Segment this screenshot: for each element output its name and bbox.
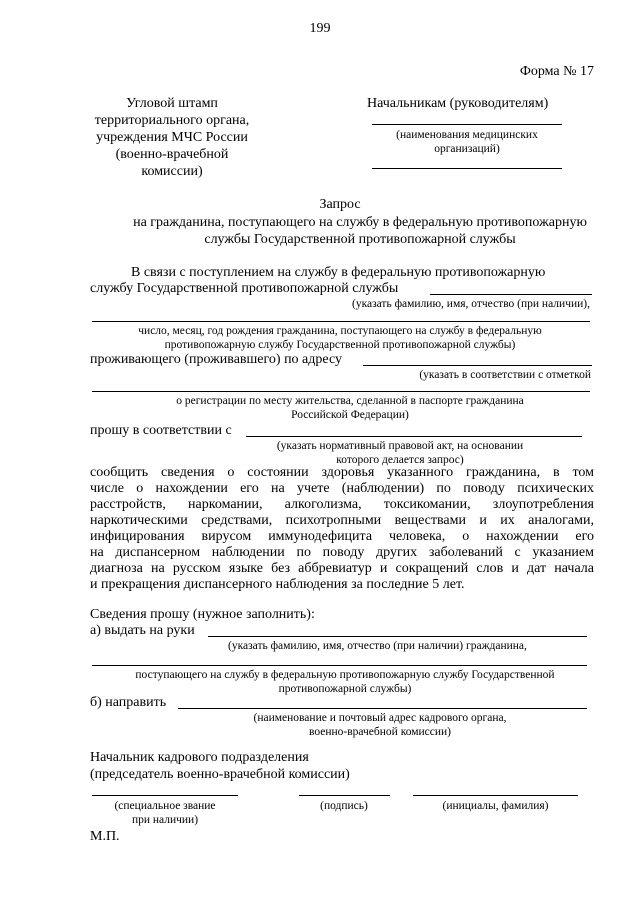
document-subtitle (60, 214, 640, 248)
addressee-title: Начальникам (руководителям) (367, 96, 549, 111)
birth-line[interactable] (92, 321, 590, 322)
corner-stamp (82, 95, 262, 180)
hint-line: число, месяц, год рождения гражданина, поступающего на службу в федеральную (138, 325, 542, 337)
signature-hint: (подпись) (320, 800, 368, 812)
request-label: прошу в соответствии с (90, 423, 232, 438)
paragraph-line: и прекращения диспансерного наблюдения за последние 5 лет. (90, 577, 465, 592)
stamp-place: М.П. (90, 829, 120, 844)
hint-line: противопожарной службы) (278, 683, 412, 695)
hint-fio: (указать фамилию, имя, отчество (при наличии), (351, 298, 590, 310)
signatory-title (90, 749, 350, 783)
hint-address: (указать в соответствии с отметкой (419, 369, 591, 381)
hint-birth (60, 324, 620, 352)
intro-line: В связи с поступлением на службу в федеральную противопожарную (131, 265, 546, 280)
stamp-line: учреждения МЧС России (96, 130, 248, 145)
options-title: Сведения прошу (нужное заполнить): (90, 607, 315, 622)
initials-hint: (инициалы, фамилия) (442, 800, 549, 812)
initials-line[interactable] (413, 795, 578, 796)
stamp-line: Угловой штамп (126, 96, 218, 111)
residing-label: проживающего (проживавшего) по адресу (90, 352, 342, 367)
paragraph-line: диагноза на русском языке без аббревиатур и сокращений слов и дат начала (90, 561, 594, 576)
stamp-line: территориального органа, (94, 113, 250, 128)
document-title: Запрос (319, 197, 361, 212)
option-b-hint (170, 711, 590, 739)
signatory-line: (председатель военно-врачебной комиссии) (90, 767, 350, 782)
rank-line[interactable] (92, 795, 238, 796)
hint-line: которого делается запрос) (336, 454, 464, 466)
hint-address-2 (60, 394, 640, 422)
hint-line: при наличии) (131, 814, 199, 826)
fio-line[interactable] (430, 294, 592, 295)
signatory-line: Начальник кадрового подразделения (90, 750, 309, 765)
intro-line: службу Государственной противопожарной службы (90, 281, 399, 296)
addressee-hint (362, 128, 572, 156)
option-a-line[interactable] (208, 636, 587, 637)
option-a-hint: (указать фамилию, имя, отчество (при наличии) гражданина, (228, 640, 527, 652)
hint-line: (наименование и почтовый адрес кадрового органа, (253, 712, 507, 724)
hint-line: (наименования медицинских (396, 129, 538, 141)
address-line-2[interactable] (92, 391, 590, 392)
page-number: 199 (309, 21, 331, 36)
option-a-label: а) выдать на руки (90, 623, 195, 638)
stamp-line: комиссии) (141, 164, 203, 179)
hint-line: поступающего на службу в федеральную противопожарную службу Государственной (135, 669, 555, 681)
subtitle-line: на гражданина, поступающего на службу в федеральную противопожарную (133, 215, 587, 230)
form-number: Форма № 17 (519, 64, 594, 79)
hint-line: организаций) (434, 143, 500, 155)
paragraph-line: на диспансерном наблюдении по поводу других заболеваний с указанием (90, 545, 594, 560)
paragraph-line: наркотическими средствами, психотропными веществами и их аналогами, (90, 513, 594, 528)
paragraph-line: числе о нахождении его на учете (наблюдении) по поводу психических (90, 481, 594, 496)
hint-line: противопожарную службу Государственной противопожарной службы) (164, 339, 516, 351)
paragraph-line: расстройств, наркомании, алкоголизма, токсикомании, злоупотребления (90, 497, 594, 512)
subtitle-line: службы Государственной противопожарной службы (204, 232, 516, 247)
option-a-line-2[interactable] (92, 665, 587, 666)
hint-line: (указать нормативный правовой акт, на основании (276, 440, 524, 452)
paragraph-line: сообщить сведения о состоянии здоровья указанного гражданина, в том (90, 465, 594, 480)
hint-line: военно-врачебной комиссии) (308, 726, 452, 738)
hint-act (200, 439, 600, 467)
option-a-hint-2 (60, 668, 630, 696)
option-b-label: б) направить (90, 695, 167, 710)
act-line[interactable] (246, 436, 582, 437)
hint-line: Российской Федерации) (291, 409, 409, 421)
address-line[interactable] (363, 365, 592, 366)
request-paragraph (90, 465, 594, 593)
addressee-line-2[interactable] (372, 168, 562, 169)
stamp-line: (военно-врачебной (115, 147, 229, 162)
option-b-line[interactable] (178, 708, 587, 709)
hint-line: о регистрации по месту жительства, сделанной в паспорте гражданина (176, 395, 524, 407)
addressee-line[interactable] (372, 124, 562, 125)
paragraph-line: инфицирования вирусом иммунодефицита человека, о нахождении его (90, 529, 594, 544)
rank-hint (80, 799, 250, 827)
hint-line: (специальное звание (114, 800, 216, 812)
signature-line[interactable] (299, 795, 390, 796)
